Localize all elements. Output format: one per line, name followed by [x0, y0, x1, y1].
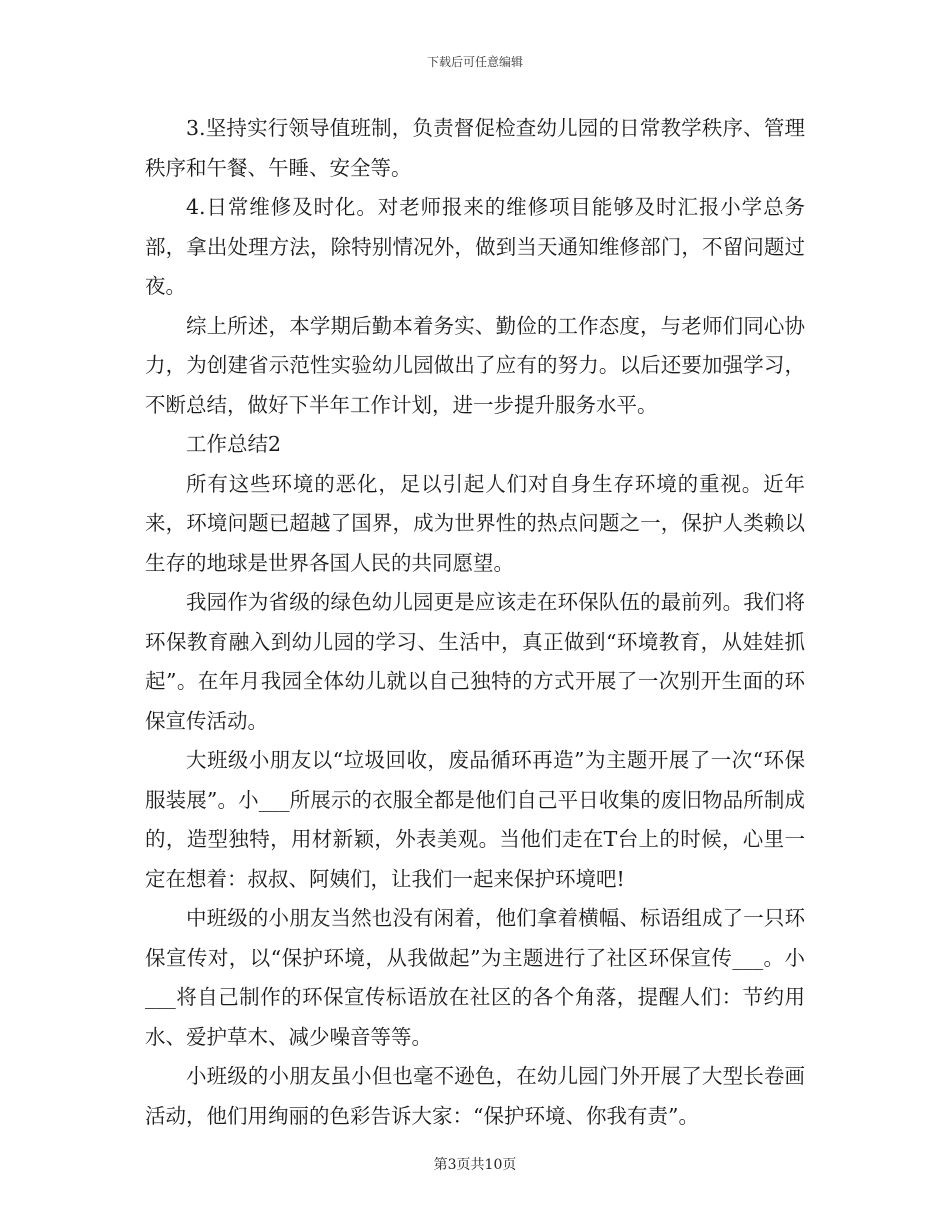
section-heading: 工作总结2 — [186, 432, 282, 456]
paragraph-maintenance: 4.日常维修及时化。对老师报来的维修项目能够及时汇报小学总务部，拿出处理方法，除特别情况外，做到当天通知维修部门，不留问题过夜。 — [145, 195, 805, 298]
paragraph-leader-duty: 3.坚持实行领导值班制，负责督促检查幼儿园的日常教学秩序、管理秩序和午餐、午睡、安全等。 — [145, 116, 805, 180]
paragraph-senior-class: 大班级小朋友以“垃圾回收，废品循环再造”为主题开展了一次“环保服装展”。小___所展示的衣服全都是他们自己平日收集的废旧物品所制成的，造型独特，用材新颖，外表美观。当他们走在T台上的时候，心里一定在想着：叔叔、阿姨们，让我们一起来保护环境吧! — [145, 748, 805, 891]
paragraph-summary: 综上所述，本学期后勤本着务实、勤俭的工作态度，与老师们同心协力，为创建省示范性实验幼儿园做出了应有的努力。以后还要加强学习，不断总结，做好下半年工作计划，进一步提升服务水平。 — [145, 313, 805, 417]
document-body — [145, 109, 805, 1136]
paragraph-middle-class: 中班级的小朋友当然也没有闲着，他们拿着横幅、标语组成了一只环保宣传对，以“保护环境，从我做起”为主题进行了社区环保宣传___。小___将自己制作的环保宣传标语放在社区的各个角落，提醒人们：节约用水、爱护草木、减少噪音等等。 — [145, 906, 805, 1049]
page-header: 下载后可任意编辑 — [426, 55, 523, 69]
paragraph-green-kindergarten: 我园作为省级的绿色幼儿园更是应该走在环保队伍的最前列。我们将环保教育融入到幼儿园的学习、生活中，真正做到“环境教育，从娃娃抓起”。在年月我园全体幼儿就以自己独特的方式开展了一次别开生面的环保宣传活动。 — [145, 590, 805, 733]
paragraph-junior-class: 小班级的小朋友虽小但也毫不逊色，在幼儿园门外开展了大型长卷画活动，他们用绚丽的色彩告诉大家：“保护环境、你我有责”。 — [145, 1064, 805, 1128]
page-footer: 第3页共10页 — [433, 1157, 517, 1173]
paragraph-environment: 所有这些环境的恶化，足以引起人们对自身生存环境的重视。近年来，环境问题已超越了国界，成为世界性的热点问题之一，保护人类赖以生存的地球是世界各国人民的共同愿望。 — [145, 471, 805, 575]
